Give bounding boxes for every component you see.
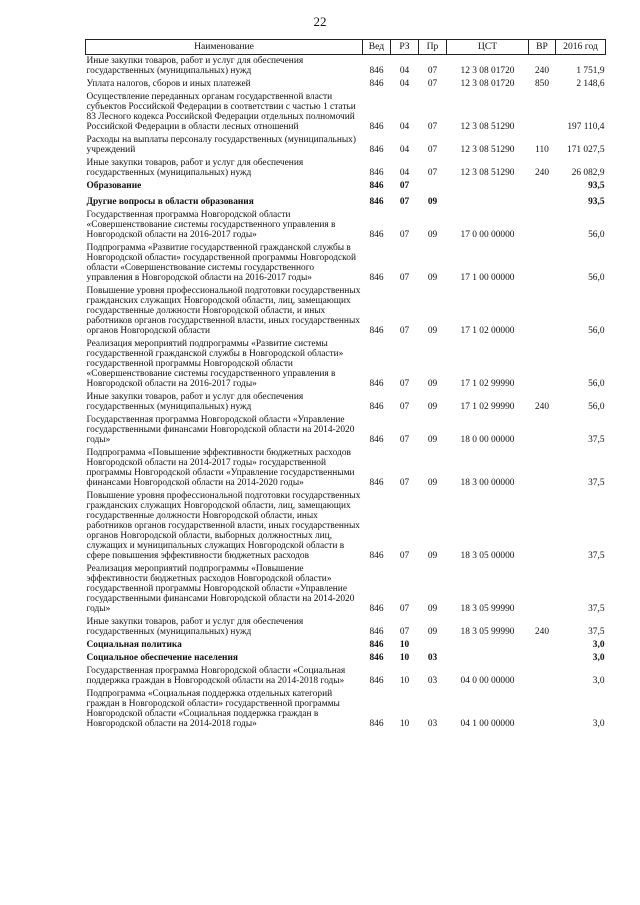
cell-cst: 17 1 02 99990 (460, 402, 515, 412)
cell-cst (447, 652, 529, 665)
cell-name: Подпрограмма «Социальная поддержка отдельных категорий граждан в Новгородской области» государственной программы Новгородской области «Социальная поддержка граждан в Новгородской области на 2014-2018 годы» (86, 689, 340, 729)
header-cst: ЦСТ (447, 40, 529, 55)
table-row (86, 563, 606, 616)
cell-rz: 10 (399, 719, 410, 729)
table-row (86, 414, 606, 447)
cell-cst: 18 3 00 00000 (460, 478, 515, 488)
table-row (86, 209, 606, 242)
cell-pr: 03 (427, 719, 438, 729)
cell-cst: 18 3 05 00000 (460, 551, 515, 561)
table-row (86, 242, 606, 285)
cell-name: Подпрограмма «Повышение эффективности бюджетных расходов Новгородской области на 2014-2017 годы» государственной программы Новгородской области «Управление государственными финансами Новгородской области на 2014-2020 годы» (86, 448, 355, 488)
cell-vr (529, 180, 556, 193)
table-row (86, 285, 606, 338)
cell-rz: 07 (399, 379, 410, 389)
cell-amount: 3,0 (592, 719, 605, 729)
cell-cst: 12 3 08 51290 (460, 122, 515, 132)
cell-rz: 04 (399, 122, 410, 132)
cell-name: Подпрограмма «Развитие государственной гражданской службы в Новгородской области» государственной программы Новгородской области «Совершенствование системы государственного управления в Новгородской области на 2016-2017 годы» (86, 243, 356, 283)
cell-rz: 07 (399, 197, 410, 207)
cell-ved: 846 (369, 79, 384, 89)
cell-amount: 56,0 (588, 402, 605, 412)
cell-amount: 93,5 (588, 181, 605, 191)
cell-name: Иные закупки товаров, работ и услуг для обеспечения государственных (муниципальных) нужд (86, 158, 304, 178)
cell-pr: 03 (427, 676, 438, 686)
cell-vr (529, 414, 556, 447)
cell-amount: 56,0 (588, 379, 605, 389)
cell-amount: 26 082,9 (571, 168, 605, 178)
header-vr: ВР (529, 40, 556, 55)
cell-cst (447, 180, 529, 193)
cell-ved: 846 (369, 168, 384, 178)
cell-vr (529, 639, 556, 652)
cell-amount: 37,5 (588, 551, 605, 561)
cell-amount: 56,0 (588, 273, 605, 283)
cell-pr: 09 (427, 478, 438, 488)
cell-pr: 07 (427, 168, 438, 178)
cell-ved: 846 (369, 379, 384, 389)
cell-pr: 09 (427, 273, 438, 283)
cell-rz: 07 (399, 230, 410, 240)
page-number: 22 (313, 14, 327, 29)
cell-pr: 09 (427, 551, 438, 561)
budget-table (85, 39, 606, 731)
cell-pr: 03 (427, 653, 438, 663)
cell-amount: 37,5 (588, 478, 605, 488)
cell-cst: 17 0 00 00000 (460, 230, 515, 240)
table-row (86, 193, 606, 209)
cell-name: Повышение уровня профессиональной подготовки государственных гражданских служащих Новгородской области, лиц, замещающих государственные должности Новгородской области, и иных работников органов государственной власти, иных государственных органов Новгородской области (86, 286, 361, 336)
table-row (86, 490, 606, 563)
cell-ved: 846 (369, 145, 384, 155)
cell-cst: 18 0 00 00000 (460, 435, 515, 445)
table-row (86, 55, 606, 79)
cell-ved: 846 (369, 326, 384, 336)
cell-rz: 04 (399, 145, 410, 155)
cell-vr (529, 688, 556, 731)
cell-pr (419, 180, 447, 193)
cell-name: Государственная программа Новгородской области «Управление государственными финансами Новгородской области на 2014-2020 годы» (86, 415, 355, 445)
cell-vr (529, 563, 556, 616)
cell-vr (529, 652, 556, 665)
cell-name: Осуществление переданных органам государственной власти субъектов Российской Федерации в соответствии с частью 1 статьи 83 Лесного кодекса Российской Федерации отдельных полномочий Российской Федерации в области лесных отношений (86, 92, 356, 132)
cell-pr: 09 (427, 402, 438, 412)
table-row (86, 652, 606, 665)
cell-name: Образование (86, 181, 142, 191)
cell-rz: 10 (399, 676, 410, 686)
cell-ved: 846 (369, 627, 384, 637)
cell-pr (419, 639, 447, 652)
table-row (86, 91, 606, 134)
table-row (86, 78, 606, 91)
cell-vr (529, 242, 556, 285)
cell-amount: 197 110,4 (567, 122, 605, 132)
cell-name: Реализация мероприятий подпрограммы «Повышение эффективности бюджетных расходов Новгородской области» государственной программы Новгородской области «Управление государственными финансами Новгородской области на 2014-2020 годы» (86, 564, 355, 614)
cell-pr: 09 (427, 197, 438, 207)
cell-pr: 09 (427, 379, 438, 389)
cell-vr: 110 (535, 145, 549, 155)
cell-ved: 846 (369, 197, 384, 207)
header-ved: Вед (363, 40, 391, 55)
cell-ved: 846 (369, 230, 384, 240)
cell-vr (529, 193, 556, 209)
cell-ved: 846 (369, 122, 384, 132)
cell-vr: 240 (534, 402, 550, 412)
cell-rz: 07 (399, 478, 410, 488)
cell-ved: 846 (369, 551, 384, 561)
cell-rz: 04 (399, 79, 410, 89)
table-row (86, 338, 606, 391)
cell-vr (529, 447, 556, 490)
table-body (86, 55, 606, 732)
cell-cst: 17 1 02 99990 (460, 379, 515, 389)
cell-ved: 846 (369, 273, 384, 283)
cell-name: Иные закупки товаров, работ и услуг для обеспечения государственных (муниципальных) нужд (86, 617, 304, 637)
header-rz: РЗ (391, 40, 419, 55)
cell-rz: 07 (399, 181, 410, 191)
cell-amount: 2 148,6 (576, 79, 605, 89)
cell-amount: 37,5 (588, 435, 605, 445)
cell-name: Иные закупки товаров, работ и услуг для обеспечения государственных (муниципальных) нужд (86, 392, 304, 412)
cell-rz: 10 (399, 653, 410, 663)
table-row (86, 134, 606, 157)
cell-amount: 93,5 (588, 197, 605, 207)
cell-ved: 846 (369, 435, 384, 445)
cell-vr (529, 490, 556, 563)
cell-rz: 07 (399, 604, 410, 614)
cell-rz: 04 (399, 66, 410, 76)
cell-amount: 56,0 (588, 230, 605, 240)
table-row (86, 157, 606, 180)
cell-pr: 09 (427, 604, 438, 614)
cell-cst: 18 3 05 99990 (460, 604, 515, 614)
cell-ved: 846 (369, 478, 384, 488)
header-pr: Пр (419, 40, 447, 55)
cell-ved: 846 (369, 402, 384, 412)
cell-name: Иные закупки товаров, работ и услуг для обеспечения государственных (муниципальных) нужд (86, 56, 304, 76)
table-row (86, 665, 606, 688)
cell-pr: 09 (427, 627, 438, 637)
cell-rz: 07 (399, 402, 410, 412)
cell-amount: 56,0 (588, 326, 605, 336)
cell-pr: 07 (427, 79, 438, 89)
cell-rz: 07 (399, 627, 410, 637)
header-year: 2016 год (556, 40, 606, 55)
cell-pr: 09 (427, 326, 438, 336)
cell-vr: 240 (534, 627, 550, 637)
cell-vr: 850 (534, 79, 550, 89)
cell-name: Государственная программа Новгородской области «Социальная поддержка граждан в Новгородской области на 2014-2018 годы» (86, 666, 346, 686)
cell-vr (529, 91, 556, 134)
cell-rz: 10 (399, 640, 410, 650)
cell-ved: 846 (369, 181, 384, 191)
cell-ved: 846 (369, 676, 384, 686)
cell-cst: 04 1 00 00000 (460, 719, 515, 729)
table-row (86, 180, 606, 193)
cell-cst: 12 3 08 01720 (460, 79, 515, 89)
cell-pr: 07 (427, 145, 438, 155)
cell-ved: 846 (369, 640, 384, 650)
table-row (86, 391, 606, 414)
cell-pr: 07 (427, 66, 438, 76)
cell-name: Повышение уровня профессиональной подготовки государственных гражданских служащих Новгородской области, лиц, замещающих государственные должности Новгородской области, иных работников органов государственной власти, иных государственных органов Новгородской области, выборных должностных лиц, служащих и муниципальных служащих Новгородской области в сфере повышения эффективности бюджетных расходов (86, 491, 361, 561)
cell-vr (529, 665, 556, 688)
cell-name: Реализация мероприятий подпрограммы «Развитие системы государственной гражданской службы в Новгородской области» государственной программы Новгородской области «Совершенствование системы государственного управления в Новгородской области на 2016-2017 годы» (86, 339, 344, 389)
cell-pr: 09 (427, 435, 438, 445)
cell-rz: 07 (399, 551, 410, 561)
header-name: Наименование (86, 40, 363, 55)
cell-cst (447, 193, 529, 209)
cell-ved: 846 (369, 653, 384, 663)
cell-cst: 12 3 08 01720 (460, 66, 515, 76)
table-row (86, 639, 606, 652)
table-row (86, 447, 606, 490)
cell-rz: 07 (399, 326, 410, 336)
cell-pr: 09 (427, 230, 438, 240)
cell-amount: 3,0 (592, 653, 605, 663)
cell-ved: 846 (369, 719, 384, 729)
cell-cst: 18 3 05 99990 (460, 627, 515, 637)
cell-vr: 240 (534, 168, 550, 178)
cell-amount: 3,0 (592, 676, 605, 686)
cell-name: Расходы на выплаты персоналу государственных (муниципальных) учреждений (86, 135, 356, 155)
cell-pr: 07 (427, 122, 438, 132)
cell-ved: 846 (369, 66, 384, 76)
table-header (86, 40, 606, 55)
cell-vr (529, 209, 556, 242)
cell-cst: 17 1 02 00000 (460, 326, 515, 336)
cell-amount: 37,5 (588, 627, 605, 637)
cell-amount: 3,0 (592, 640, 605, 650)
cell-name: Уплата налогов, сборов и иных платежей (86, 79, 251, 89)
cell-rz: 07 (399, 435, 410, 445)
cell-cst: 12 3 08 51290 (460, 145, 515, 155)
cell-rz: 07 (399, 273, 410, 283)
cell-cst (447, 639, 529, 652)
table-row (86, 616, 606, 639)
table-row (86, 688, 606, 731)
cell-rz: 04 (399, 168, 410, 178)
cell-amount: 1 751,9 (576, 66, 605, 76)
cell-name: Другие вопросы в области образования (86, 197, 254, 207)
cell-cst: 04 0 00 00000 (460, 676, 515, 686)
cell-amount: 37,5 (588, 604, 605, 614)
cell-vr: 240 (534, 66, 550, 76)
cell-name: Государственная программа Новгородской области «Совершенствование системы государственного управления в Новгородской области на 2016-2017 годы» (86, 210, 336, 240)
cell-cst: 12 3 08 51290 (460, 168, 515, 178)
cell-name: Социальное обеспечение населения (86, 653, 238, 663)
cell-vr (529, 338, 556, 391)
cell-amount: 171 027,5 (567, 145, 605, 155)
cell-ved: 846 (369, 604, 384, 614)
cell-vr (529, 285, 556, 338)
cell-cst: 17 1 00 00000 (460, 273, 515, 283)
cell-name: Социальная политика (86, 640, 182, 650)
